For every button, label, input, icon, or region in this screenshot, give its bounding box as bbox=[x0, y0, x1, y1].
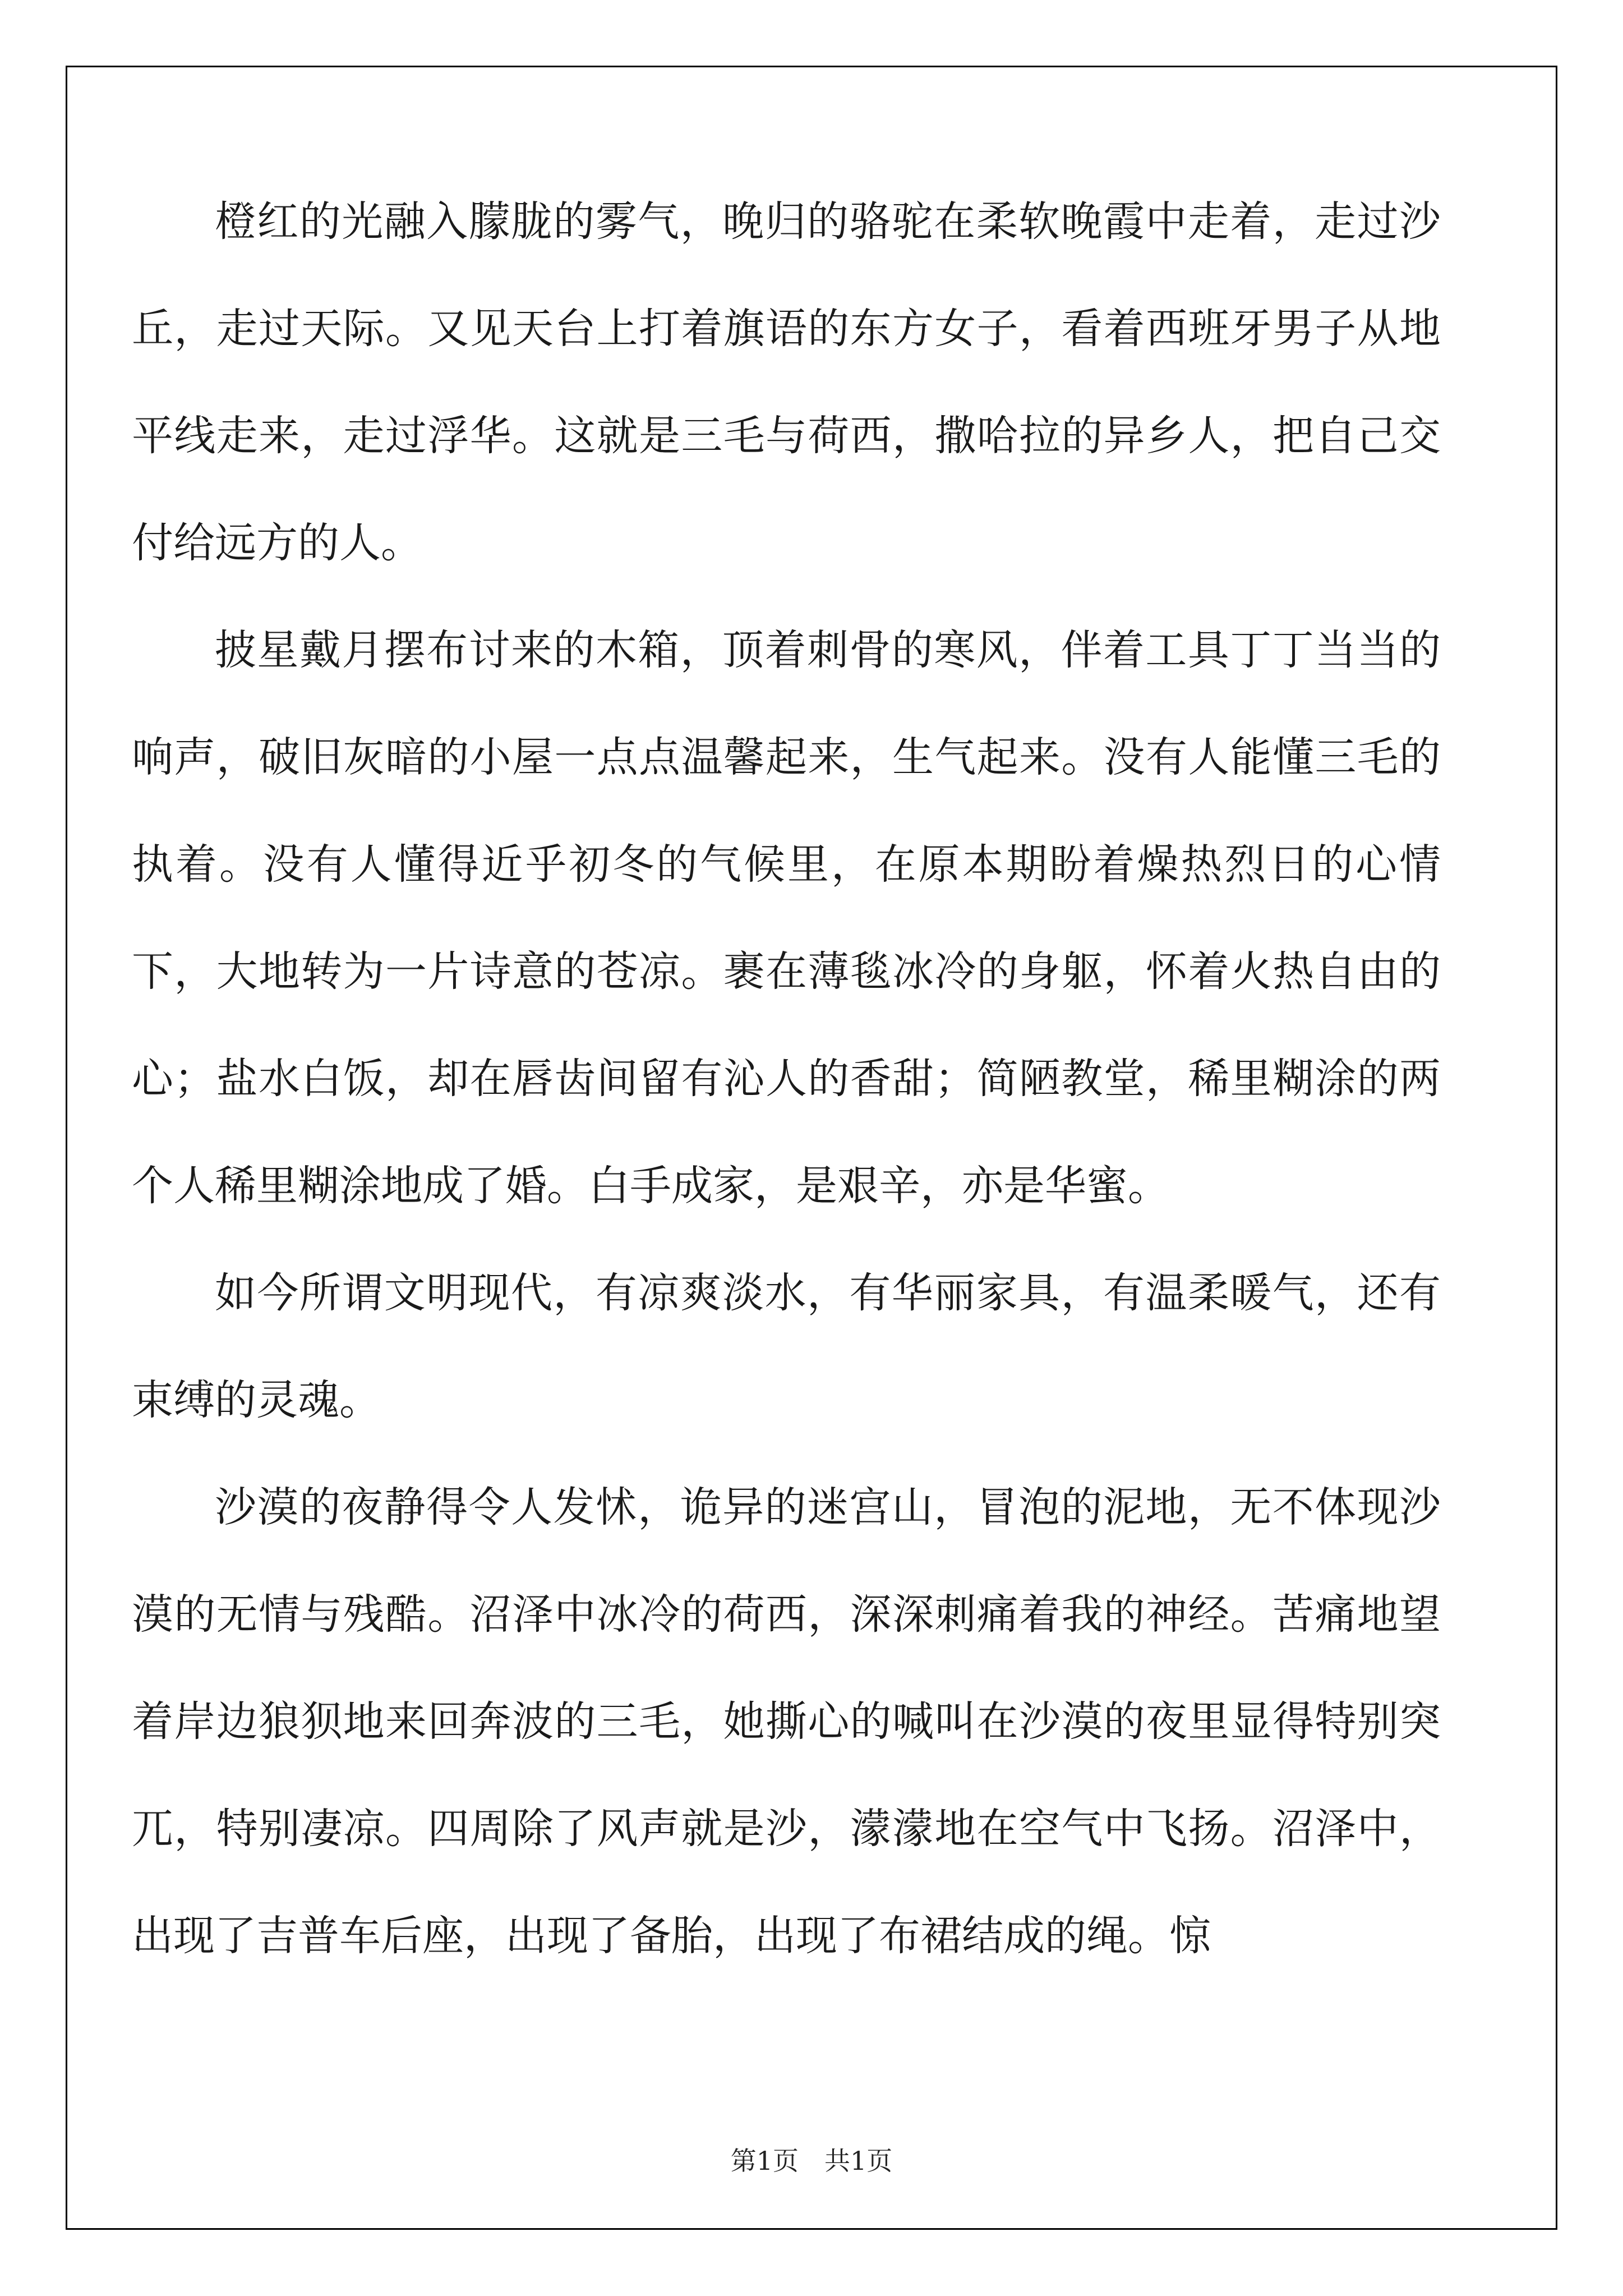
paragraph-1: 橙红的光融入朦胧的雾气，晚归的骆驼在柔软晚霞中走着，走过沙丘，走过天际。又见天台上打着旗语的东方女子，看着西班牙男子从地平线走来，走过浮华。这就是三毛与荷西，撒哈拉的异乡人，把自己交付给远方的人。 bbox=[132, 197, 1441, 567]
page-number-footer: 第1页 共1页 bbox=[730, 2146, 893, 2176]
paragraph-3: 如今所谓文明现代，有凉爽淡水，有华丽家具，有温柔暖气，还有束缚的灵魂。 bbox=[132, 1269, 1441, 1424]
body-text bbox=[132, 168, 1441, 1990]
paragraph-2: 披星戴月摆布讨来的木箱，顶着刺骨的寒风，伴着工具丁丁当当的响声，破旧灰暗的小屋一点点温馨起来，生气起来。没有人能懂三毛的执着。没有人懂得近乎初冬的气候里，在原本期盼着燥热烈日的心情下，大地转为一片诗意的苍凉。裹在薄毯冰冷的身躯，怀着火热自由的心；盐水白饭，却在唇齿间留有沁人的香甜；简陋教堂，稀里糊涂的两个人稀里糊涂地成了婚。白手成家，是艰辛，亦是华蜜。 bbox=[132, 626, 1441, 1210]
paragraph-4: 沙漠的夜静得令人发怵，诡异的迷宫山，冒泡的泥地，无不体现沙漠的无情与残酷。沼泽中冰冷的荷西，深深刺痛着我的神经。苦痛地望着岸边狼狈地来回奔波的三毛，她撕心的喊叫在沙漠的夜里显得特别突兀，特别凄凉。四周除了风声就是沙，濛濛地在空气中飞扬。沼泽中，出现了吉普车后座，出现了备胎，出现了布裙结成的绳。惊 bbox=[132, 1483, 1441, 1960]
